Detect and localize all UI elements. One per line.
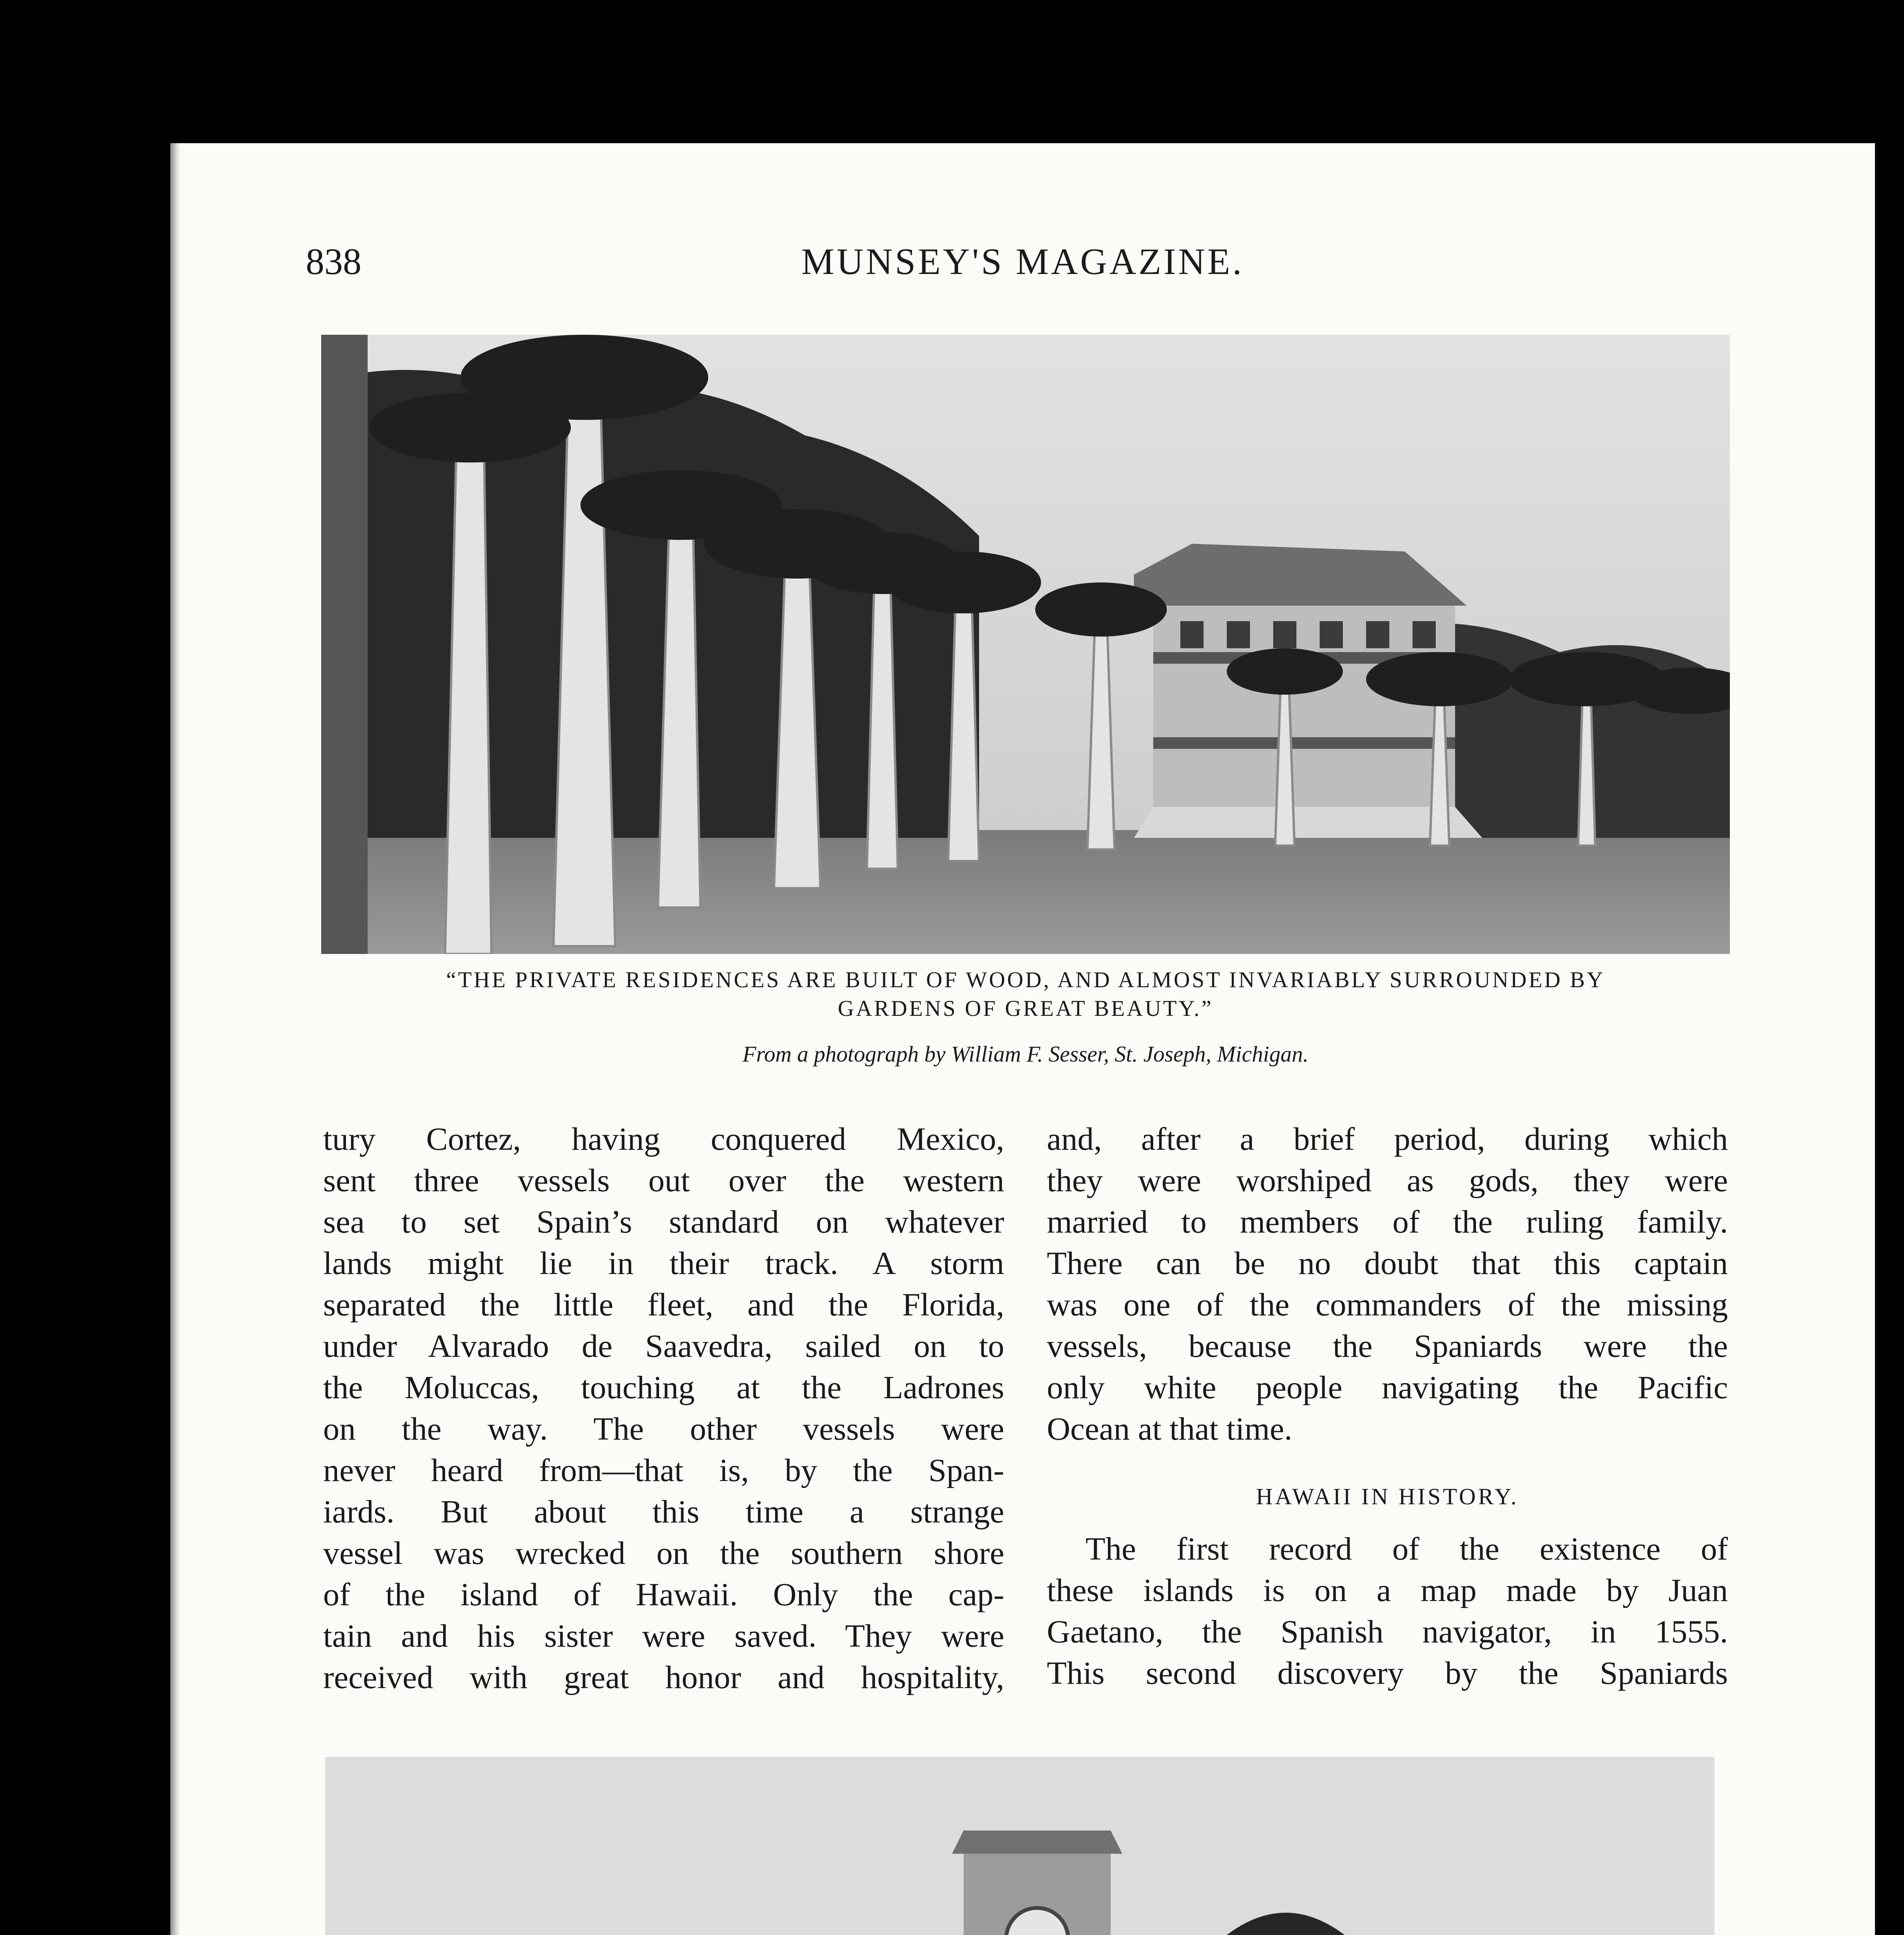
photo-top-caption-line2: GARDENS OF GREAT BEAUTY.” — [837, 996, 1214, 1021]
article-line: tain and his sister were saved. They were — [323, 1618, 1004, 1654]
section-subheading: HAWAII IN HISTORY. — [1256, 1484, 1519, 1509]
article-line: only white people navigating the Pacific — [1047, 1370, 1728, 1406]
page-header — [170, 240, 1875, 290]
magazine-title: MUNSEY'S MAGAZINE. — [801, 241, 1244, 282]
article-line: There can be no doubt that this captain — [1047, 1245, 1728, 1281]
article-line: of the island of Hawaii. Only the cap- — [323, 1577, 1004, 1613]
article-line: This second discovery by the Spaniards — [1047, 1655, 1728, 1691]
article-line: The first record of the existence of — [1086, 1531, 1728, 1567]
photo-senate-buildings — [325, 1757, 1714, 1935]
article-line: on the way. The other vessels were — [323, 1411, 1004, 1447]
magazine-page — [170, 143, 1875, 1935]
photo-top-caption-line1: “THE PRIVATE RESIDENCES ARE BUILT OF WOOD, AND ALMOST INVARIABLY SURROUNDED BY — [446, 967, 1605, 992]
article-line: Ocean at that time. — [1047, 1411, 1293, 1447]
photo-top-caption — [298, 966, 1753, 1023]
photo-private-residence — [321, 335, 1730, 954]
article-line: under Alvarado de Saavedra, sailed on to — [323, 1328, 1004, 1364]
article-line: vessels, because the Spaniards were the — [1047, 1328, 1728, 1364]
photo-senate-illustration — [325, 1757, 1714, 1935]
article-line: and, after a brief period, during which — [1047, 1121, 1728, 1157]
article-line: they were worshiped as gods, they were — [1047, 1163, 1728, 1199]
article-line: never heard from—that is, by the Span- — [323, 1452, 1004, 1488]
article-line: separated the little fleet, and the Florida, — [323, 1287, 1004, 1323]
article-line: received with great honor and hospitality, — [323, 1659, 1004, 1695]
page-number: 838 — [306, 241, 361, 282]
article-column-right — [1047, 1118, 1728, 1694]
article-line: sea to set Spain’s standard on whatever — [323, 1204, 1004, 1240]
photo-residence-illustration — [321, 335, 1730, 954]
article-line: tury Cortez, having conquered Mexico, — [323, 1121, 1004, 1157]
article-line: these islands is on a map made by Juan — [1047, 1572, 1728, 1608]
article-column-left — [323, 1118, 1004, 1698]
article-line: vessel was wrecked on the southern shore — [323, 1535, 1004, 1571]
article-line: lands might lie in their track. A storm — [323, 1245, 1004, 1281]
article-line: iards. But about this time a strange — [323, 1494, 1004, 1530]
page-binding-edge — [170, 143, 180, 1935]
article-line: was one of the commanders of the missing — [1047, 1287, 1728, 1323]
article-line: the Moluccas, touching at the Ladrones — [323, 1370, 1004, 1406]
article-line: married to members of the ruling family. — [1047, 1204, 1728, 1240]
article-line: Gaetano, the Spanish navigator, in 1555. — [1047, 1614, 1728, 1650]
article-line: sent three vessels out over the western — [323, 1163, 1004, 1199]
photo-top-credit: From a photograph by William F. Sesser, St. Joseph, Michigan. — [742, 1041, 1309, 1067]
